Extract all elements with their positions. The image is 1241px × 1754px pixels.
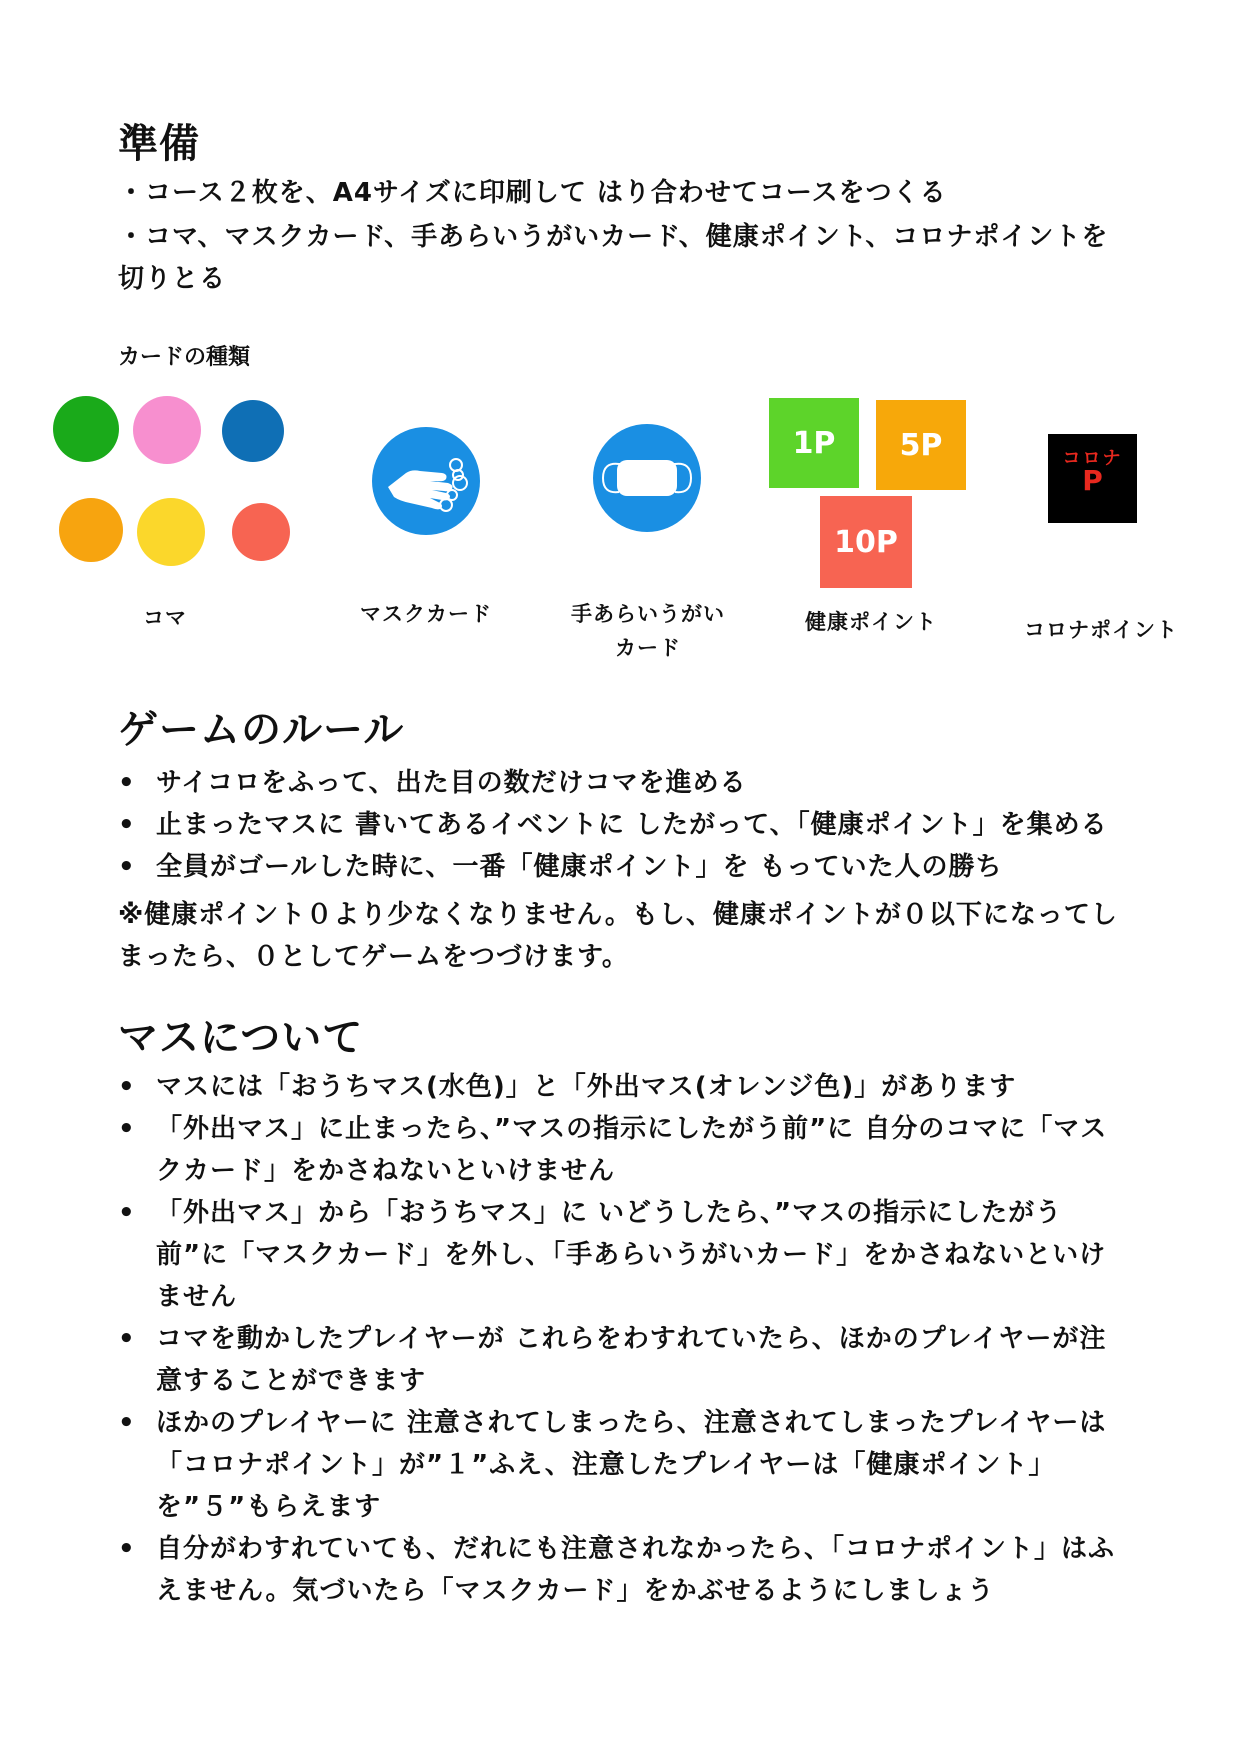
koma-orange-piece xyxy=(59,498,123,562)
corona-point-p-text: P xyxy=(1082,464,1103,497)
masu-list xyxy=(118,1066,1128,1612)
rules-note-2: まったら、０としてゲームをつづけます。 xyxy=(118,942,629,972)
prep-heading: 準備 xyxy=(118,121,200,167)
hand-wash-icon xyxy=(372,427,480,535)
rules-item: • 全員がゴールした時に、一番「健康ポイント」を もっていた人の勝ち xyxy=(118,846,1138,888)
masu-item: • コマを動かしたプレイヤーが これらをわすれていたら、ほかのプレイヤーが注意することができます xyxy=(118,1318,1128,1402)
mask-card-label: マスクカード xyxy=(360,602,492,626)
prep-line-2: ・コマ、マスクカード、手あらいうがいカード、健康ポイント、コロナポイントを xyxy=(118,222,1109,252)
mask-card xyxy=(372,427,480,535)
wash-card xyxy=(593,424,701,532)
masu-item: • マスには「おうちマス(水色)」と「外出マス(オレンジ色)」があります xyxy=(118,1066,1128,1108)
masu-heading: マスについて xyxy=(118,1015,364,1061)
koma-pink-piece xyxy=(133,396,201,464)
card-types-heading: カードの種類 xyxy=(118,345,251,370)
face-mask-icon xyxy=(593,424,701,532)
corona-point xyxy=(1048,434,1137,523)
prep-line-3: 切りとる xyxy=(118,264,227,294)
wash-card-label-2: カード xyxy=(615,636,681,660)
rules-item: • 止まったマスに 書いてあるイベントに したがって、「健康ポイント」を集める xyxy=(118,804,1138,846)
prep-line-1: ・コース２枚を、A4サイズに印刷して はり合わせてコースをつくる xyxy=(118,178,947,208)
corona-point-top-text: コロナ xyxy=(1062,448,1123,469)
rules-list xyxy=(118,762,1138,888)
rules-note-1: ※健康ポイント０より少なくなりません。もし、健康ポイントが０以下になってし xyxy=(118,900,1118,930)
koma-blue-piece xyxy=(222,400,284,462)
masu-item: • ほかのプレイヤーに 注意されてしまったら、注意されてしまったプレイヤーは「コロナポイント」が”１”ふえ、注意したプレイヤーは「健康ポイント」を”５”もらえます xyxy=(118,1402,1128,1528)
health-point-5: 5P xyxy=(876,400,966,490)
koma-red-piece xyxy=(232,503,290,561)
health-point-10: 10P xyxy=(820,496,912,588)
rules-item: • サイコロをふって、出た目の数だけコマを進める xyxy=(118,762,1138,804)
health-point-1: 1P xyxy=(769,398,859,488)
masu-item: • 自分がわすれていても、だれにも注意されなかったら、「コロナポイント」はふえません。気づいたら「マスクカード」をかぶせるようにしましょう xyxy=(118,1528,1128,1612)
rules-heading: ゲームのルール xyxy=(118,707,405,753)
koma-yellow-piece xyxy=(137,498,205,566)
wash-card-label-1: 手あらいうがい xyxy=(571,602,725,626)
masu-item: • 「外出マス」に止まったら、”マスの指示にしたがう前”に 自分のコマに「マスクカード」をかさねないといけません xyxy=(118,1108,1128,1192)
health-point-label: 健康ポイント xyxy=(805,610,937,634)
koma-label: コマ xyxy=(143,606,187,630)
koma-green-piece xyxy=(53,396,119,462)
masu-item: • 「外出マス」から「おうちマス」に いどうしたら、”マスの指示にしたがう前”に「マスクカード」を外し、「手あらいうがいカード」をかさねないといけません xyxy=(118,1192,1128,1318)
corona-point-label: コロナポイント xyxy=(1024,618,1178,642)
